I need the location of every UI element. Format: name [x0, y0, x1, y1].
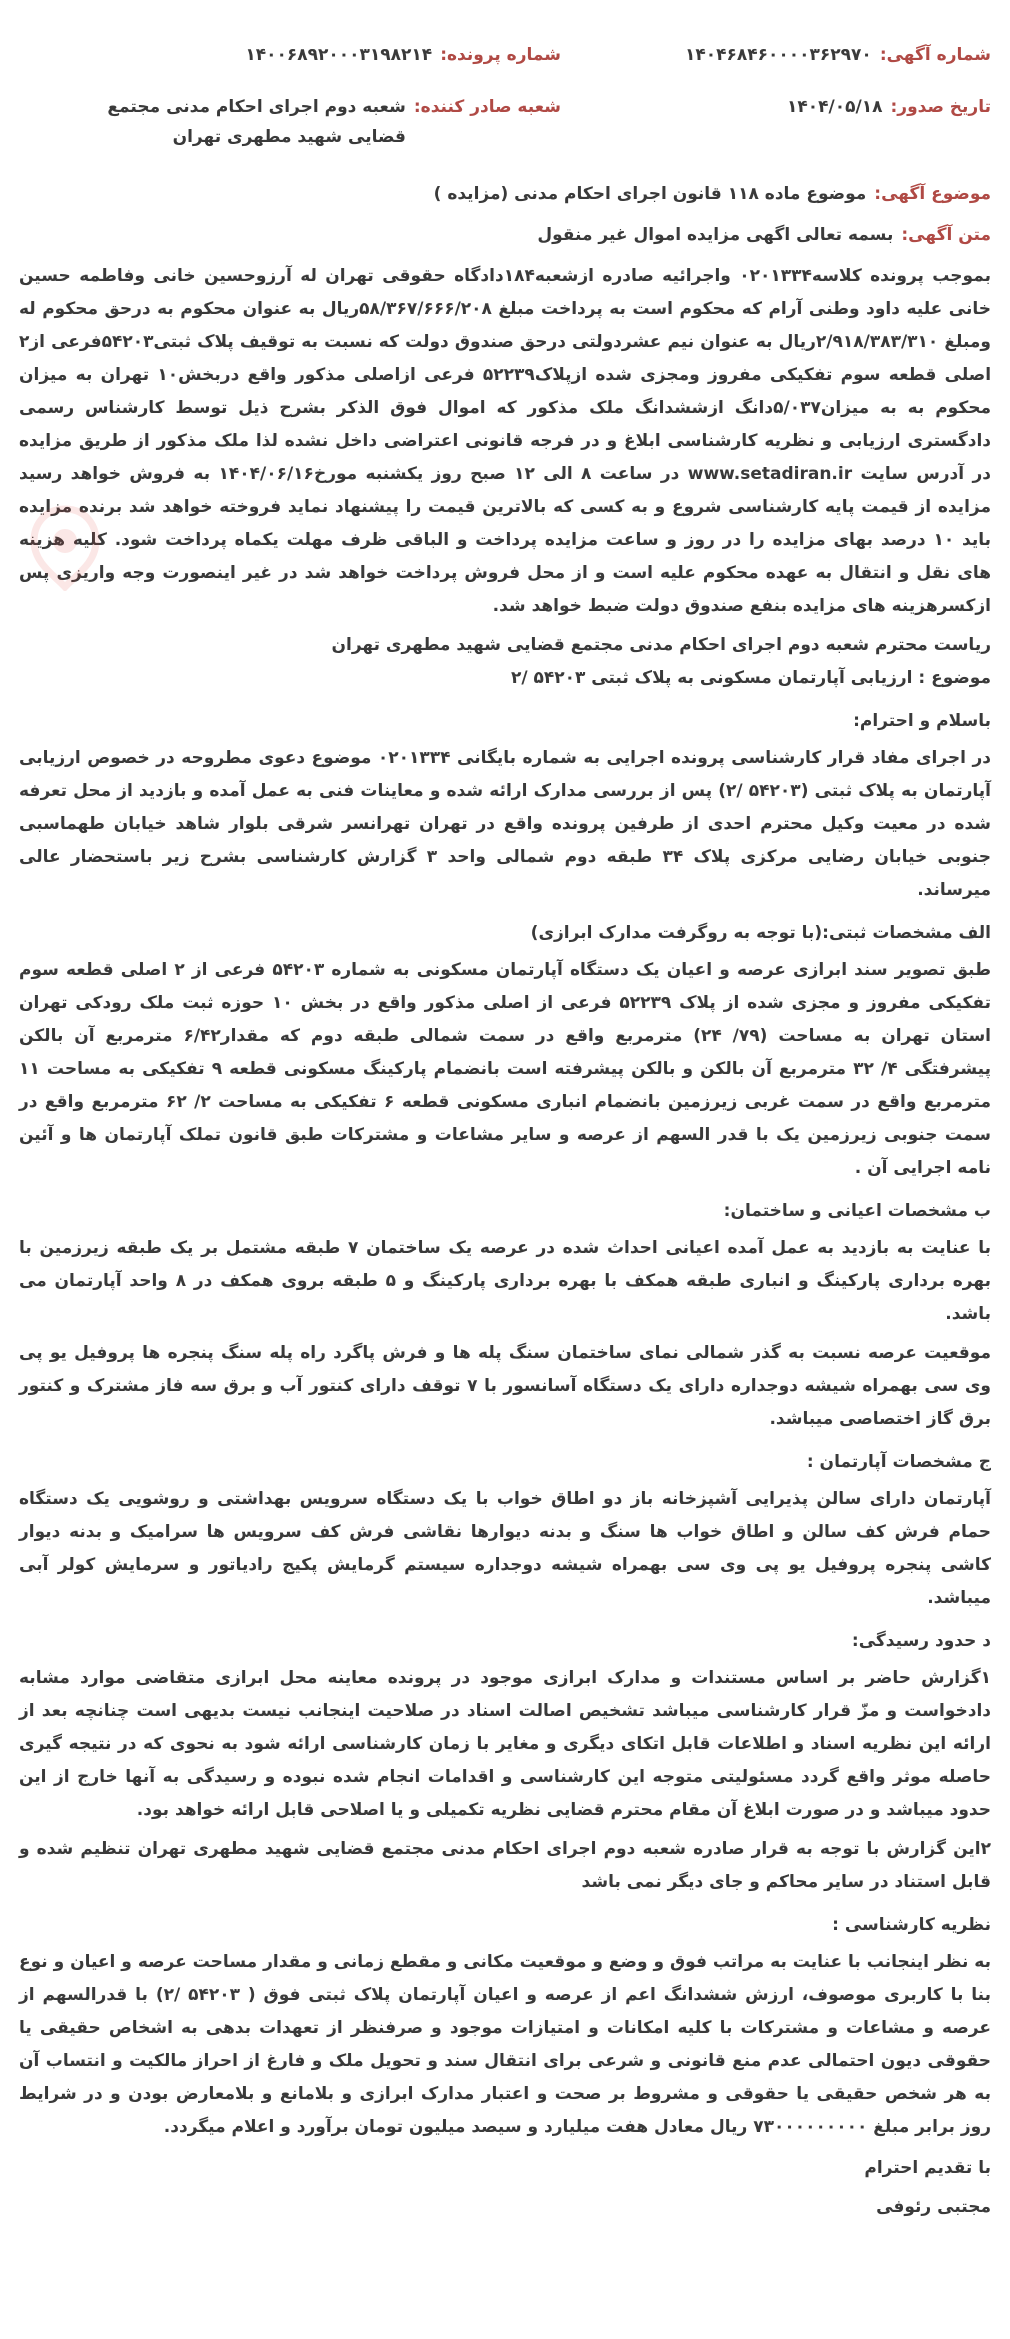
expert-opinion-title: نظریه کارشناسی :: [832, 1915, 991, 1935]
section-d-text-2: ۲این گزارش با توجه به قرار صادره شعبه دوم اجرای احکام مدنی مجتمع قضایی شهید مطهری تهران تنظیم شده و قابل استناد در سایر محاکم و جای دیگر نمی باشد: [19, 1839, 991, 1892]
issuing-branch-label: شعبه صادر کننده:: [413, 97, 561, 117]
signature-name: مجتبی رئوفی: [876, 2197, 991, 2217]
notice-number-label: شماره آگهی:: [879, 45, 991, 65]
report-addressee: ریاست محترم شعبه دوم اجرای احکام مدنی مجتمع قضایی شهید مطهری تهران: [331, 635, 991, 655]
section-d-title: د حدود رسیدگی:: [851, 1631, 991, 1651]
section-a-text: طبق تصویر سند ابرازی عرصه و اعیان یک دستگاه آپارتمان مسکونی به شماره ۵۴۲۰۳ فرعی از ۲ اصلی قطعه سوم تفکیکی مفروز و مجزی شده از پلاک ۵۲۲۳۹ فرعی از اصلی مذکور واقع در بخش ۱۰ حوزه ثبت ملک رودکی تهران استان تهران به مساحت (۷۹/ ۲۴) مترمربع واقع در سمت شمالی طبقه دوم که مقدار۶/۴۲ مترمربع آن بالکن پیشرفتگی ۴/ ۳۲ مترمربع آن بالکن و بالکن پیشرفته است بانضمام پارکینگ مسکونی قطعه ۹ تفکیکی به مساحت ۱۱ مترمربع واقع در سمت غربی زیرزمین بانضمام انباری مسکونی قطعه ۶ تفکیکی به مساحت ۲/ ۶۲ مترمربع واقع در سمت جنوبی زیرزمین یک با قدر السهم از عرصه و سایر مشاعات و مشترکات طبق قانون تملک آپارتمان ها و آئین نامه اجرایی آن .: [19, 960, 991, 1178]
issuing-branch-value: شعبه دوم اجرای احکام مدنی مجتمع قضایی شهید مطهری تهران: [107, 97, 406, 147]
notice-text-label: متن آگهی:: [901, 225, 991, 245]
issue-date-value: ۱۴۰۴/۰۵/۱۸: [787, 97, 883, 117]
section-d-text-1: ۱گزارش حاضر بر اساس مستندات و مدارک ابرازی موجود در پرونده معاینه محل ابرازی متقاضی موارد مشابه دادخواست و مزّ قرار کارشناسی میباشد تشخیص اصالت اسناد در صلاحیت اینجانب نیست بدیهی است چنانچه بعد از ارائه این نظریه اسناد و اطلاعات قابل اتکای دیگری و مغایر با زمان کارشناسی ارائه شود به نحوی که در نتیجه گیری حاصله موثر واقع گردد مسئولیتی متوجه این کارشناسی و اقدامات انجام شده نبوده و رسیدگی به آنها خارج از این حدود میباشد و در صورت ابلاغ آن مقام محترم قضایی نظریه تکمیلی و یا اصلاحی قابل ارائه خواهد بود.: [19, 1668, 991, 1820]
section-a-title: الف مشخصات ثبتی:(با توجه به روگرفت مدارک ابرازی): [530, 923, 991, 943]
case-number-value: ۱۴۰۰۶۸۹۲۰۰۰۳۱۹۸۲۱۴: [245, 45, 433, 65]
report-subject: موضوع : ارزیابی آپارتمان مسکونی به پلاک ثبتی ۵۴۲۰۳ /۲: [510, 668, 991, 688]
case-number-label: شماره پرونده:: [440, 45, 561, 65]
issue-date-field: [561, 92, 991, 122]
auction-main-paragraph: بموجب پرونده کلاسه۰۲۰۱۳۳۴ واجرائیه صادره ازشعبه۱۸۴دادگاه حقوقی تهران له آرزوحسین خانی وفاطمه حسین خانی علیه داود وطنی آرام که محکوم است به پرداخت مبلغ ۵۸/۳۶۷/۶۶۶/۲۰۸ریال به عنوان محکوم به درحق محکوم له ومبلغ ۲/۹۱۸/۳۸۳/۳۱۰ریال به عنوان نیم عشردولتی درحق صندوق دولت که نسبت به توقیف پلاک ثبتی۵۴۲۰۳فرعی از۲ اصلی قطعه سوم تفکیکی مفروز ومجزی شده ازپلاک۵۲۲۳۹ فرعی ازاصلی مذکور واقع دربخش۱۰ تهران به میزان محکوم به به میزان۵/۰۳۷دانگ ازششدانگ ملک مذکور که اموال فوق الذکر بشرح ذیل توسط کارشناس رسمی دادگستری ارزیابی و نظریه کارشناسی ابلاغ و در فرجه قانونی اعتراضی داخل نشده لذا ملک مذکور از طریق مزایده در آدرس سایت www.setadiran.ir در ساعت ۸ الی ۱۲ صبح روز یکشنبه مورخ۱۴۰۴/۰۶/۱۶ به فروش خواهد رسید مزایده از قیمت پایه کارشناسی شروع و به کسی که بالاترین قیمت را پیشنهاد نماید فروخته خواهد شد برنده مزایده باید ۱۰ درصد بهای مزایده را در روز و ساعت مزایده پرداخت و الباقی ظرف مهلت یکماه پرداخت شود. کلیه هزینه های نقل و انتقال به عهده محکوم علیه است و از محل فروش پرداخت خواهد شد در غیر اینصورت وجه واریزی پس ازکسرهزینه های مزایده بنفع صندوق دولت ضبط خواهد شد.: [19, 266, 992, 616]
expert-opinion-text: به نظر اینجانب با عنایت به مراتب فوق و وضع و موقعیت مکانی و مقطع زمانی و مقدار مساحت عرصه و اعیان و نوع بنا با کاربری موصوف، ارزش ششدانگ اعم از عرصه و اعیان آپارتمان پلاک ثبتی فوق ( ۵۴۲۰۳ /۲) با قدرالسهم از عرصه و مشاعات و مشترکات با کلیه امکانات و امتیازات موجود و صرفنظر از تعهدات بدهی به اشخاص حقیقی یا حقوقی دیون احتمالی عدم منع قانونی و شرعی برای انتقال سند و تحویل ملک و فارغ از احراز مالکیت و انتساب آن به هر شخص حقیقی یا حقوقی و مشروط بر صحت و اعتبار مدارک ابرازی و بلامانع و بلامعارض بودن و در شرایط روز برابر مبلغ ۷۳۰۰۰۰۰۰۰۰۰ ریال معادل هفت میلیارد و سیصد میلیون تومان برآورد و اعلام میگردد.: [19, 1952, 991, 2137]
header-right-column: [561, 40, 991, 122]
section-c-title: ج مشخصات آپارتمان :: [806, 1452, 991, 1472]
section-c-text: آپارتمان دارای سالن پذیرایی آشپزخانه باز دو اطاق خواب با یک دستگاه سرویس بهداشتی و روشویی یک دستگاه حمام فرش کف سالن و اطاق خواب ها سنگ و بدنه دیوارها نقاشی فرش کف سرویس ها سرامیک و بدنه دیوار کاشی پنجره پروفیل یو پی وی سی بهمراه شیشه دوجداره سیستم گرمایش پکیج رادیاتور و سرمایش کولر آبی میباشد.: [19, 1489, 991, 1608]
closing-line: با تقدیم احترام: [864, 2158, 991, 2178]
notice-number-field: [561, 40, 991, 70]
case-number-field: [59, 40, 561, 70]
section-b-text-2: موقعیت عرصه نسبت به گذر شمالی نمای ساختمان سنگ پله ها و فرش پاگرد راه پله سنگ پنجره ها پروفیل یو پی وی سی بهمراه شیشه دوجداره دارای یک دستگاه آسانسور با ۷ توقف دارای کنتور آب و برق سه فاز مشترک و کنتور برق گاز اختصاصی میباشد.: [19, 1343, 991, 1429]
header-left-column: [19, 40, 561, 152]
report-intro-paragraph: در اجرای مفاد قرار کارشناسی پرونده اجرایی به شماره بایگانی ۰۲۰۱۳۳۴ موضوع دعوی مطروحه در خصوص ارزیابی آپارتمان به پلاک ثبتی (۵۴۲۰۳ /۲) پس از بررسی مدارک ارائه شده و معاینات فنی به عمل آمده و بازدید از محل تعرفه شده در معیت وکیل محترم احدی از طرفین پرونده واقع در تهران تهرانسر شرقی بلوار شاهد خیابان طهماسبی جنوبی خیابان رضایی مرکزی پلاک ۳۴ طبقه دوم شمالی واحد ۳ گزارش کارشناسی بشرح زیر باستحضار عالی میرساند.: [19, 748, 991, 900]
notice-subject-label: موضوع آگهی:: [874, 184, 991, 204]
notice-text-heading: [19, 219, 991, 252]
notice-header: [19, 40, 991, 152]
report-greeting: باسلام و احترام:: [853, 711, 991, 731]
notice-subject: [19, 178, 991, 211]
notice-text-title: بسمه تعالی اگهی مزایده اموال غیر منقول: [537, 225, 894, 245]
section-b-text-1: با عنایت به بازدید به عمل آمده اعیانی احداث شده در عرصه یک ساختمان ۷ طبقه مشتمل بر یک طبقه زیرزمین با بهره برداری پارکینگ و انباری طبقه همکف با بهره برداری پارکینگ و ۵ طبقه بروی همکف در ۸ واحد آپارتمان می باشد.: [19, 1238, 991, 1324]
section-b-title: ب مشخصات اعیانی و ساختمان:: [723, 1201, 991, 1221]
notice-body: [19, 260, 991, 2224]
issue-date-label: تاریخ صدور:: [890, 97, 991, 117]
notice-subject-value: موضوع ماده ۱۱۸ قانون اجرای احکام مدنی (مزایده ): [433, 184, 867, 204]
issuing-branch-field: [59, 92, 561, 152]
notice-number-value: ۱۴۰۴۶۸۴۶۰۰۰۰۳۶۲۹۷۰: [685, 45, 872, 65]
